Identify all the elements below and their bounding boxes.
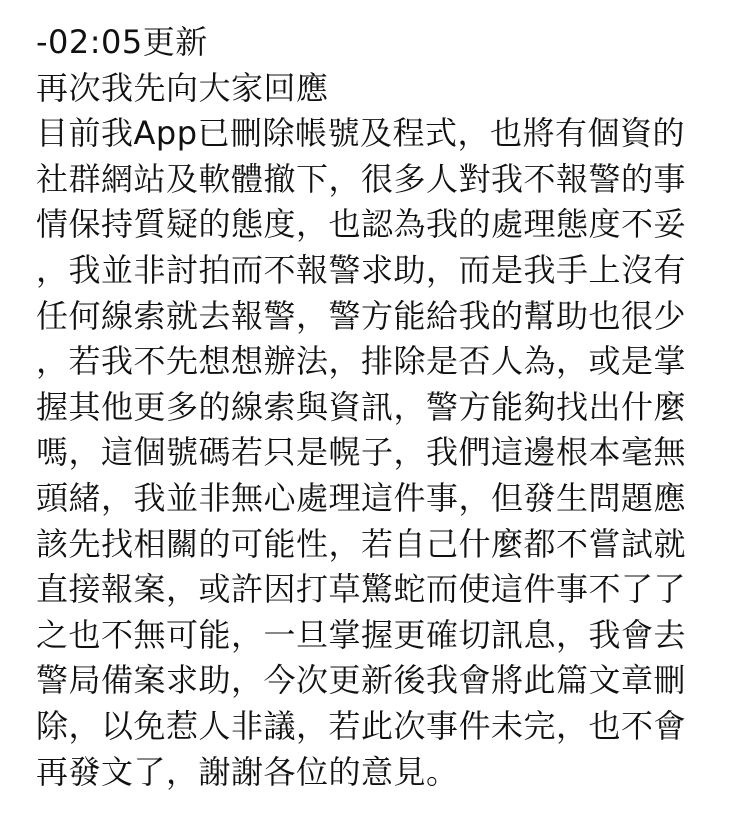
text-line: 握其他更多的線索與資訊，警方能夠找出什麼 [36, 387, 687, 426]
post-text-block [36, 20, 736, 795]
text-line: 再次我先向大家回應 [36, 68, 329, 107]
text-line: 社群網站及軟體撤下，很多人對我不報警的事 [36, 159, 687, 198]
text-line: ，我並非討拍而不報警求助，而是我手上沒有 [36, 250, 687, 289]
text-line: 頭緒，我並非無心處理這件事，但發生問題應 [36, 478, 687, 517]
text-line: 警局備案求助，今次更新後我會將此篇文章刪 [36, 661, 687, 700]
text-line: 再發文了，謝謝各位的意見。 [36, 752, 459, 791]
text-line: ，若我不先想想辦法，排除是否人為，或是掌 [36, 342, 687, 381]
text-line: 直接報案，或許因打草驚蛇而使這件事不了了 [36, 570, 687, 609]
text-line: 之也不無可能，一旦掌握更確切訊息，我會去 [36, 615, 687, 654]
text-line: 除，以免惹人非議，若此次事件未完，也不會 [36, 706, 687, 745]
text-line: 情保持質疑的態度，也認為我的處理態度不妥 [36, 205, 687, 244]
text-line: 任何線索就去報警，警方能給我的幫助也很少 [36, 296, 687, 335]
text-line: 嗎，這個號碼若只是幌子，我們這邊根本毫無 [36, 433, 687, 472]
text-line: 目前我App已刪除帳號及程式，也將有個資的 [36, 114, 686, 153]
text-line: 該先找相關的可能性，若自己什麼都不嘗試就 [36, 524, 687, 563]
update-time-line: -02:05更新 [36, 23, 208, 61]
